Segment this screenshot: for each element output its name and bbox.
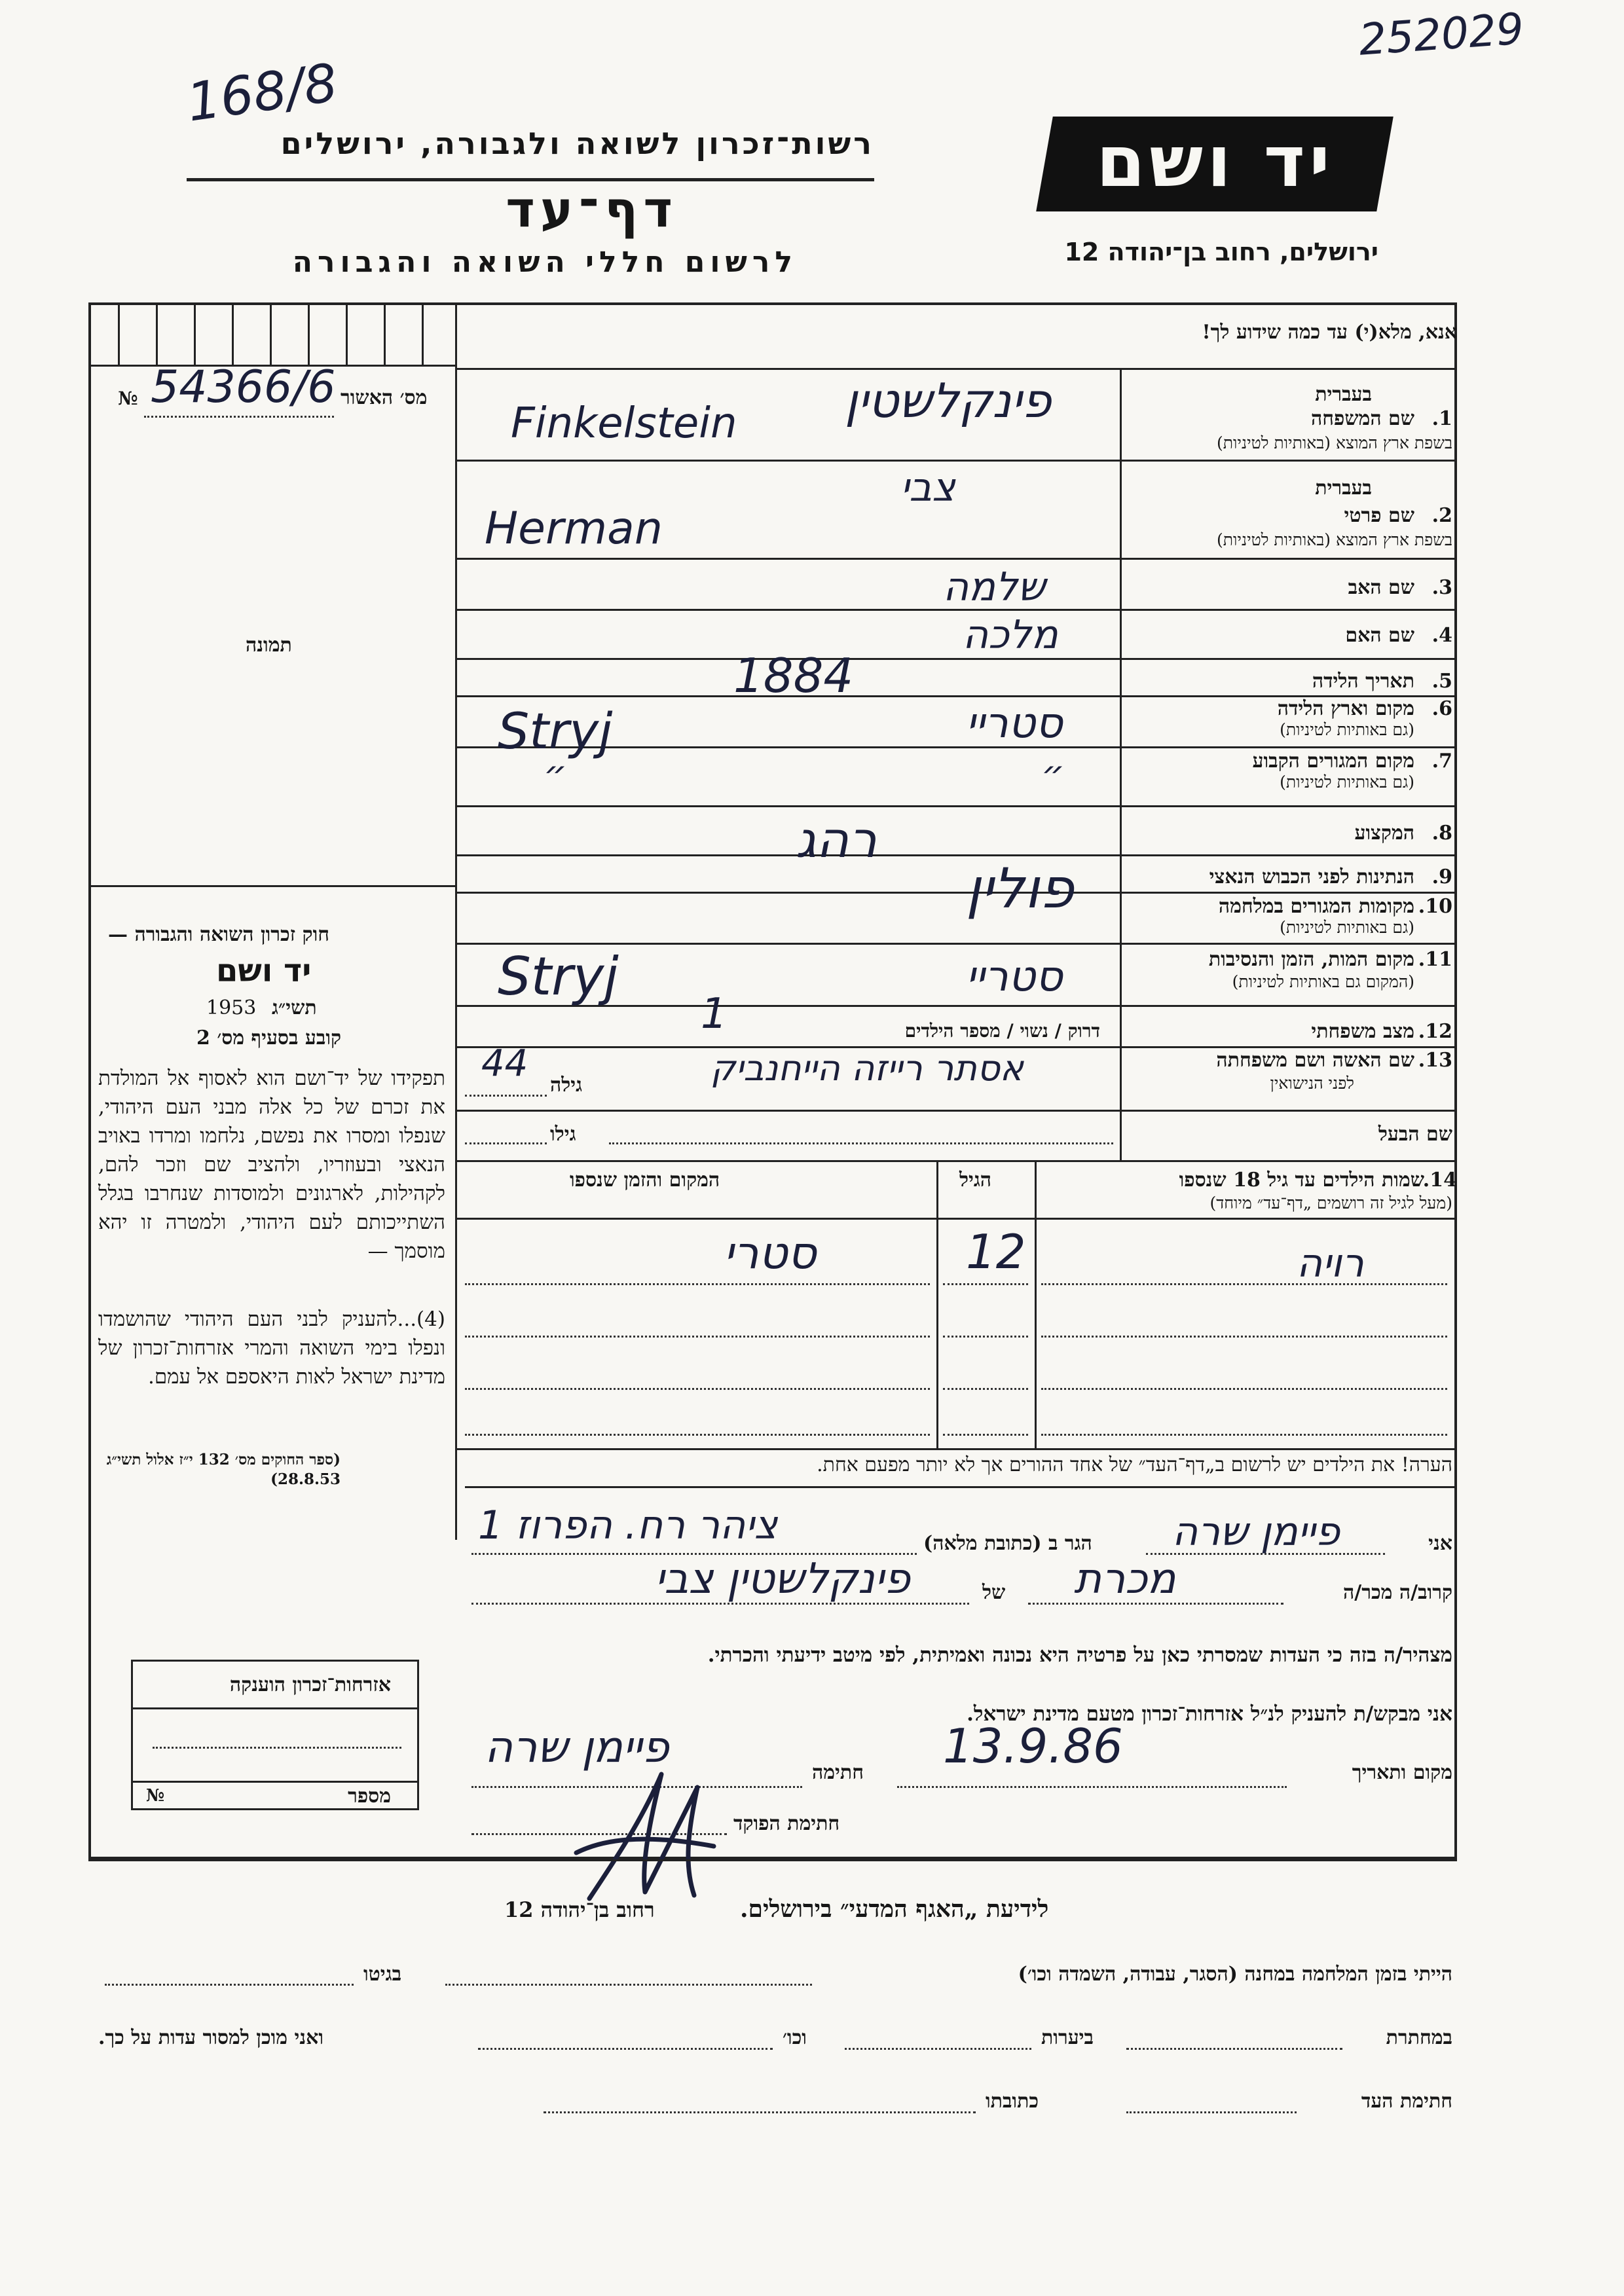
field-9-value: פולין: [966, 856, 1074, 920]
citizenship-box: [131, 1660, 419, 1810]
declaration-request: אני מבקש/ת להעניק לנ״ל אזרחות־זכרון מטעם מדינת ישראל.: [967, 1702, 1452, 1726]
husband-age-label: גילו: [550, 1123, 576, 1146]
field-11-sub: (המקום גם באותיות לטיניות): [1232, 972, 1414, 991]
declarant-relation: מכרת: [1074, 1555, 1176, 1603]
yad-vashem-logo: [1036, 117, 1393, 211]
field-5-value: 1884: [733, 648, 854, 703]
approval-number: 54366/6: [151, 361, 336, 413]
declaration-i: אני: [1428, 1532, 1452, 1555]
field-8-number: 8.: [1431, 822, 1452, 845]
field-6-value-hebrew: סטריי: [966, 699, 1063, 748]
declaration-resides: הגר ב (כתובת מלאה): [923, 1532, 1092, 1555]
footer-ready: ואני מוכן למסור עדות על כך.: [98, 2026, 324, 2049]
child-1-place: סטרי: [724, 1228, 817, 1279]
field-5-label: תאריך הלידה: [1312, 670, 1414, 693]
logo-text: יד ושם: [1096, 121, 1334, 203]
field-6-label: מקום וארץ הלידה: [1277, 697, 1414, 720]
authority-heading: רשות־זכרון לשואה ולגבורה, ירושלים: [280, 126, 874, 161]
field-9-number: 9.: [1431, 866, 1452, 888]
field-8-value: רהג: [796, 811, 877, 869]
law-clause: קובע בסעיף מס׳ 2: [196, 1027, 342, 1049]
children-label: שמות הילדים עד גיל 18 שנספו: [1179, 1169, 1424, 1192]
footer-underground: במחתרת: [1386, 2026, 1452, 2049]
field-13-sub: לפני הנישואין: [1270, 1074, 1354, 1093]
declaration-relative: קרוב/ה מכר/ה: [1343, 1581, 1452, 1604]
signature-label: חתימה: [812, 1761, 864, 1784]
place-date-label: מקום ותאריך: [1352, 1761, 1452, 1784]
field-1-sub: בשפת ארץ המוצא (באותיות לטיניות): [1217, 433, 1452, 452]
field-2-number: 2.: [1431, 504, 1452, 527]
approval-label: מס׳ האשור: [341, 386, 428, 409]
footer-witness-signature: חתימת העד: [1361, 2090, 1452, 2113]
victim-name: פינקלשטין צבי: [655, 1555, 910, 1603]
field-1-number: 1.: [1431, 407, 1452, 430]
footer-title: לידיעת „האגף המדעי״ בירושלים.: [740, 1895, 1049, 1923]
child-1-name: רויה: [1297, 1241, 1364, 1286]
law-year: 1953: [206, 996, 257, 1019]
field-13-label: שם האשה ושם משפחתה: [1216, 1049, 1414, 1072]
children-number: 14.: [1422, 1169, 1457, 1192]
field-8-label: המקצוע: [1354, 822, 1414, 845]
field-7-number: 7.: [1431, 750, 1452, 773]
field-2-sub: בשפת ארץ המוצא (באותיות לטיניות): [1217, 530, 1452, 549]
field-11-number: 11.: [1418, 948, 1452, 971]
field-4-label: שם האם: [1345, 624, 1414, 647]
officer-signature-mark: [563, 1761, 733, 1912]
field-11-label: מקום המות, הזמן והנסיבות: [1208, 948, 1414, 971]
field-3-value: שלמה: [943, 564, 1046, 610]
field-12-label: מצב משפחתי: [1311, 1020, 1414, 1043]
field-7-value: ״: [544, 753, 568, 795]
declaration-statement: מצהיר/ה בזה כי העדות שמסרתי כאן על פרטיה היא נכונה ואמיתית, לפי מיטב ידיעתי והכרתי.: [707, 1643, 1452, 1667]
children-col-place: המקום והזמן שנספו: [570, 1169, 720, 1192]
note-text: הערה! את הילדים יש לרשום ב„דף־העד״ של אחד ההורים אך לא יותר מפעם אחת.: [817, 1453, 1452, 1476]
footer-ghetto: בגיטו: [363, 1963, 402, 1986]
field-2-label: שם פרטי: [1344, 504, 1414, 527]
field-13-age-label: גילה: [550, 1074, 583, 1097]
law-text-2: (4)...להעניק לבני העם היהודי שהושמדו ונפלו בימי השואה והמרי אזרחות־זכרון של מדינת ישראל לאות היאספם אל עמם.: [98, 1307, 445, 1389]
footer-forests: ביערות: [1041, 2026, 1094, 2049]
field-7-sub: (גם באותיות לטיניות): [1280, 773, 1414, 792]
field-4-number: 4.: [1431, 624, 1452, 647]
declaration-of: של: [982, 1581, 1006, 1604]
footer-witness-address: כתובתו: [986, 2090, 1039, 2113]
field-1-label: שם המשפחה: [1310, 407, 1414, 430]
field-11-value-hebrew: סטריי: [966, 953, 1063, 1001]
field-11-value-latin: Stryj: [498, 946, 619, 1007]
photo-label: תמונה: [246, 634, 292, 657]
law-name: יד ושם: [216, 953, 312, 989]
declarant-signature: פיימן שרה: [485, 1722, 669, 1772]
citizenship-title: אזרחות־זכרון הוענקה: [229, 1673, 391, 1696]
field-7-value-ditto: ״: [1041, 753, 1065, 795]
date-value: 13.9.86: [943, 1719, 1123, 1774]
field-9-label: הנתינות לפני הכבוש הנאצי: [1209, 866, 1414, 888]
child-1-age: 12: [966, 1224, 1026, 1279]
field-5-number: 5.: [1431, 670, 1452, 693]
field-10-label: מקומות המגורים במלחמה: [1218, 895, 1414, 918]
form-title: דף־עד: [506, 180, 678, 238]
field-13-value: אסתר רייזה הייחנביק: [710, 1048, 1024, 1089]
field-6-sub: (גם באותיות לטיניות): [1280, 720, 1414, 739]
file-reference: 168/8: [183, 52, 341, 134]
declarant-address: ציהר רח. הפרוז 1: [478, 1503, 778, 1548]
approval-no-sign: №: [118, 388, 138, 409]
husband-label: שם הבעל: [1378, 1123, 1452, 1146]
field-2-value-hebrew: צבי: [900, 465, 955, 511]
footer-etc: וכו׳: [783, 2026, 807, 2049]
field-13-number: 13.: [1418, 1049, 1452, 1072]
intro-instruction: אנא, מלא(י) עד כמה שידוע לך!: [1202, 321, 1457, 344]
field-1-value-latin: Finkelstein: [511, 399, 737, 448]
law-reference: (ספר החוקים מס׳ 132 י״ז אלול תשי״ג 28.8.53): [106, 1451, 341, 1488]
declarant-name: פיימן שרה: [1172, 1509, 1340, 1555]
field-3-label: שם האב: [1348, 576, 1414, 599]
field-2-value-latin: Herman: [485, 503, 663, 555]
field-3-number: 3.: [1431, 576, 1452, 599]
law-title: חוק זכרון השואה והגבורה —: [108, 923, 329, 946]
field-7-label: מקום המגורים הקבוע: [1252, 750, 1414, 773]
field-12-options: דרוק / נשוי / מספר הילדים: [904, 1020, 1100, 1042]
header-address: ירושלים, רחוב בן־יהודה 12: [1064, 238, 1378, 266]
field-2-hebrew-tag: בעברית: [1315, 477, 1372, 500]
children-sub: (מעל לגיל זה רושמים „דף־עד״ מיוחד): [1209, 1194, 1452, 1212]
field-1-hebrew-tag: בעברית: [1315, 383, 1372, 406]
archive-number: 252029: [1357, 3, 1526, 65]
field-4-value: מלכה: [963, 612, 1058, 658]
law-year-hebrew: תשי״ג: [272, 996, 317, 1019]
footer-camp-line: הייתי בזמן המלחמה במחנה (הסגר, עבודה, השמדה וכו׳): [1018, 1963, 1452, 1986]
field-1-value-hebrew: פינקלשטין: [845, 373, 1052, 428]
field-12-children-count: 1: [701, 990, 728, 1038]
children-col-age: הגיל: [959, 1169, 992, 1192]
field-13-age-value: 44: [481, 1042, 528, 1085]
footer-address: רחוב בן־יהודה 12: [504, 1897, 655, 1922]
form-subtitle: לרשום חללי השואה והגבורה: [292, 246, 798, 279]
citizenship-no-sign: №: [146, 1786, 165, 1806]
field-6-value-latin: Stryj: [498, 702, 613, 760]
law-text: תפקידו של יד־ושם הוא לאסוף אל המולדת את זכרם של כל אלה מבני העם היהודי, שנפלו ומסרו את נפשם, נלחמו ומרדו באויב הנאצי ובעוזריו, ולהציב שם וזכר להם, לקהילות, לארגונים ולמוסדות שנחרבו בגלל השתייכותם לעם היהודי, ולמטרה זו יהא מוסמך —: [98, 1066, 445, 1263]
citizenship-number-label: מספר: [348, 1785, 391, 1808]
field-6-number: 6.: [1431, 697, 1452, 720]
field-10-sub: (גם באותיות לטיניות): [1280, 918, 1414, 937]
field-12-number: 12.: [1418, 1020, 1452, 1043]
field-10-number: 10.: [1418, 895, 1452, 918]
officer-signature-label: חתימת הפוקד: [733, 1812, 840, 1835]
